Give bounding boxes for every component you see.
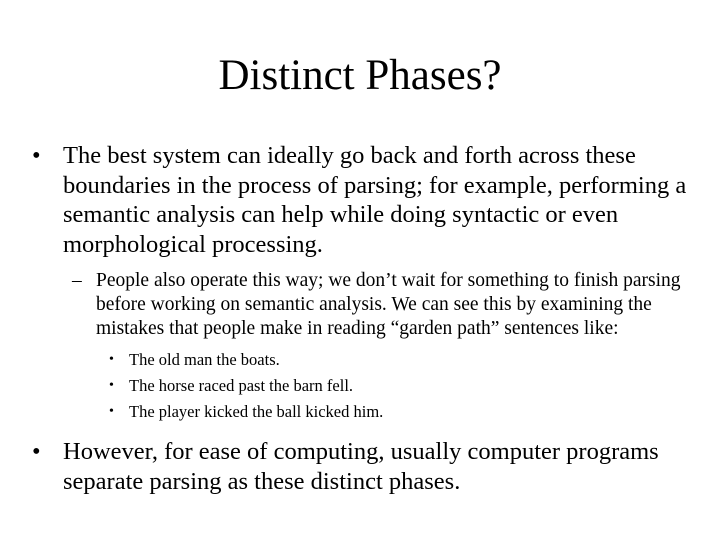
bullet-marker: • (32, 142, 41, 169)
sub-bullet-text: People also operate this way; we don’t wait for something to finish parsing before working on semantic analysis. We can see this by examining the mistakes that people make in reading “garden path” sentences like: (96, 270, 681, 339)
slide-body (0, 141, 720, 496)
example-sentence-text: The player kicked the ball kicked him. (129, 402, 384, 421)
example-sentence-text: The horse raced past the barn fell. (129, 376, 354, 395)
example-sentence-item (0, 373, 720, 399)
example-sentence-item (0, 347, 720, 373)
dash-marker: – (72, 270, 82, 291)
bullet-text: However, for ease of computing, usually computer programs separate parsing as these distinct phases. (63, 438, 659, 495)
bullet-marker: • (109, 378, 114, 393)
bullet-item (0, 437, 720, 496)
example-sentence-text: The old man the boats. (129, 350, 280, 369)
example-sentence-item (0, 399, 720, 425)
bullet-item (0, 141, 720, 259)
bullet-marker: • (109, 352, 114, 367)
bullet-text: The best system can ideally go back and forth across these boundaries in the process of parsing; for example, performing a semantic analysis can help while doing syntactic or even morphological processing. (63, 142, 687, 258)
sub-bullet-item (0, 269, 720, 341)
slide-title: Distinct Phases? (218, 52, 502, 99)
bullet-marker: • (109, 404, 114, 419)
bullet-marker: • (32, 438, 41, 465)
